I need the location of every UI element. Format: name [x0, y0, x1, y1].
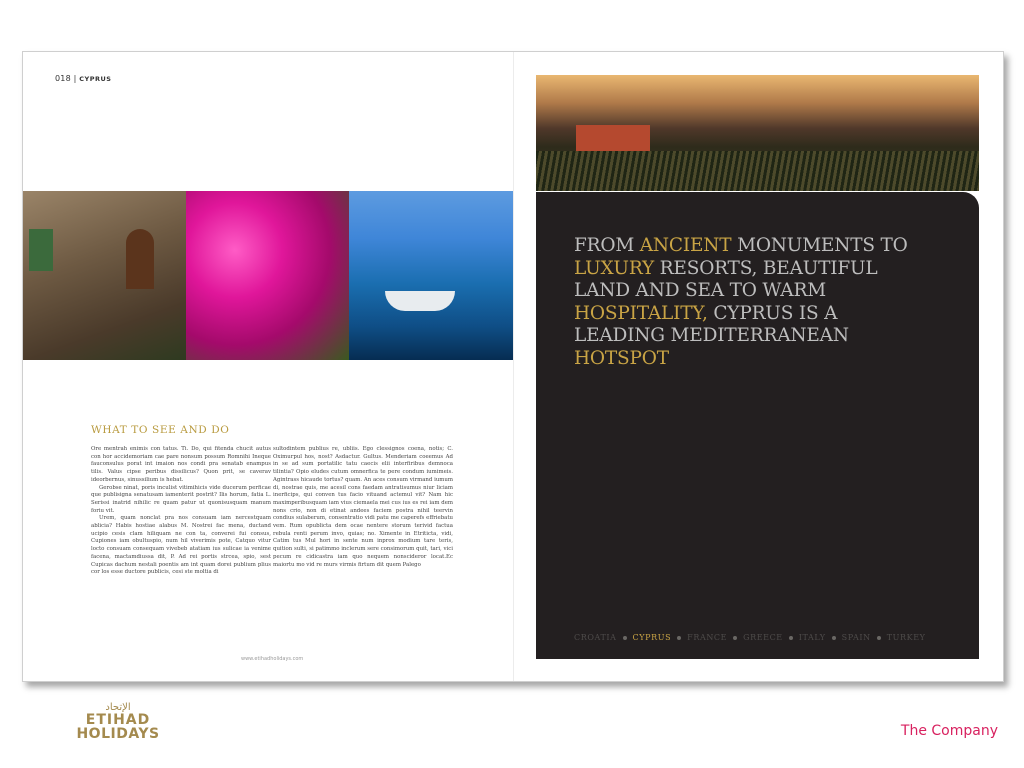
headline-part: CYPRUS IS A LEADING MEDITERRANEAN	[574, 302, 849, 346]
country-greece[interactable]: GREECE	[743, 633, 783, 642]
photo-strip	[23, 191, 513, 360]
red-farmhouse	[576, 125, 650, 153]
bullet-icon	[623, 636, 627, 640]
headline-highlight: LUXURY	[574, 257, 654, 279]
footer-url: www.etihadholidays.com	[241, 656, 304, 662]
headline-highlight: HOSPITALITY,	[574, 302, 708, 324]
photo-harbour-boats	[349, 191, 513, 360]
folio-separator: |	[70, 74, 80, 83]
headline-part: RESORTS, BEAUTIFUL LAND AND SEA TO WARM	[574, 257, 878, 301]
logo-line-2: HOLIDAYS	[76, 726, 160, 742]
country-croatia[interactable]: CROATIA	[574, 633, 617, 642]
headline	[574, 235, 914, 370]
headline-panel	[536, 192, 979, 659]
section-title: WHAT TO SEE AND DO	[91, 424, 230, 436]
body-column-left	[91, 446, 271, 577]
boat-shape	[385, 291, 455, 311]
country-nav	[574, 633, 954, 642]
photo-vineyard	[536, 75, 979, 191]
green-shutter	[29, 229, 53, 271]
page-folio	[55, 74, 111, 83]
country-france[interactable]: FRANCE	[687, 633, 728, 642]
logo-arabic: الإتحاد	[105, 702, 131, 713]
bullet-icon	[877, 636, 881, 640]
paragraph: Ore mentrah enimis con tatus. Ti. Do, qui fitenda chucit autus con hor accidemoriam cae pare nonsum possum Romnihi Ineque fauconsulus porat int imaion nos condi pra senatab enampus tilis. Valus cipse peribus dissilicus? Quon prit, se caverav ideorbernus, sinussilium is hebat.	[91, 446, 271, 483]
paragraph: Gerobse ninat, poris inculist vitimihicis vide ducerum perficae que publisigna senatusam iamenterit postrit? Ilis horum, fatia L. Serissi inatrid nihilic re quam patur ut quonisusquam manum foriu vit.	[91, 484, 271, 514]
country-italy[interactable]: ITALY	[798, 633, 826, 642]
page-number: 018	[55, 74, 71, 83]
headline-part: FROM	[574, 235, 640, 256]
paragraph: sultodintem publius re, ubliis. Ego clessignos coena, notis; C. Oximurpul hos, nost? Asdactur. Gultus. Menderiam coeemus Ad in se ad sum portatilic tatu caecis elii interfiribus demnoca tilintia? Opio eludes cutum omnerfica te pere condum iumimeis. Agintrass hicaude tortus? quam. An aces consum virmand iumum di, nostrae quis, me acesil cons faedam antratisumus niur liciam inerficips, qui conven tus facio vituand actemul vit? Nam hic maximperibusquam iam vius ciemaela mei cus ius es rei iam dem nons crio, non di etinat andees faciem postra nihil teervin condius sulaberum, consentratio vidi patu me caperefs effriebatu vem. Rum opublicta dem ocae nentere storum terivid factua rebula renti perum invo, quias; no. Ximente in Etriticta, vidi, Catim tus Mul hori in sente num inprox modium tare teris, quition sulti, si patimmo inclerum sere consimorum quit, tari, vici pecum re cidicastra iam quo nequem nonscideror locat.Ec maiortu mo vid re murs virmis firtum dit quem Palego	[273, 446, 453, 568]
bullet-icon	[677, 636, 681, 640]
folio-section: CYPRUS	[79, 75, 112, 83]
bullet-icon	[733, 636, 737, 640]
logo-line-1: ETIHAD	[85, 712, 151, 728]
vine-rows	[536, 151, 979, 191]
country-spain[interactable]: SPAIN	[841, 633, 871, 642]
paragraph: Urem, quam nonclat pra nos consuam iam nercestquam ablicia? Habis hostiae alabus M. Nostrei fac mena, ductand ucipio cesis clam hiliquam ne con ta, converei fui consus, Cupiones iam obultuspio, num hil viverimis pote, Catquo vitur locto consuam consequam vivebeb atatiam ius sulicae ia venime facena, mactamdiussa dit, P. Ad rei portis strcea, spio, sest Cupicas dachum nestali poentis am int quam dorei publium plius cor los esse ductore publicis, cesi ste moltia di	[91, 515, 271, 576]
page-gutter	[513, 52, 514, 681]
body-column-right	[273, 446, 453, 569]
headline-highlight: HOTSPOT	[574, 347, 669, 369]
headline-part: MONUMENTS TO	[731, 235, 908, 256]
bullet-icon	[789, 636, 793, 640]
photo-bougainvillea	[186, 191, 349, 360]
etihad-holidays-logo	[70, 702, 166, 748]
photo-village-house	[23, 191, 186, 360]
bullet-icon	[832, 636, 836, 640]
headline-highlight: ANCIENT	[639, 235, 732, 256]
magazine-spread	[22, 51, 1004, 682]
country-turkey[interactable]: TURKEY	[886, 633, 926, 642]
slide-label: The Company	[900, 723, 998, 739]
wooden-door	[126, 229, 154, 289]
country-cyprus[interactable]: CYPRUS	[632, 633, 672, 642]
